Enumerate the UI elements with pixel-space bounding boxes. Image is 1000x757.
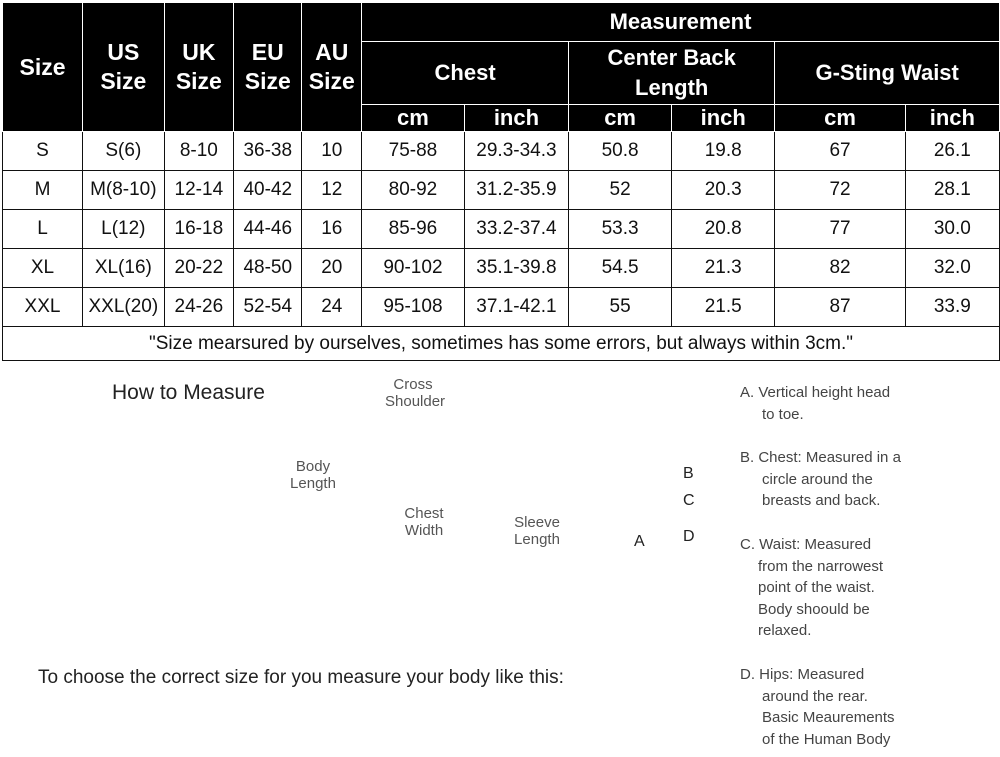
body-length-label: Body Length bbox=[290, 458, 336, 492]
table-row bbox=[3, 171, 1000, 210]
cell-waist-in: 28.1 bbox=[905, 171, 999, 210]
cell-chest-in: 33.2-37.4 bbox=[464, 210, 568, 249]
header-back-cm: cm bbox=[569, 105, 672, 132]
header-us-size: US Size bbox=[83, 3, 165, 132]
description-d-hips: D. Hips: Measured around the rear. Basic Meaurements of the Human Body bbox=[740, 666, 895, 748]
cell-uk: 16-18 bbox=[164, 210, 233, 249]
cell-chest-cm: 75-88 bbox=[362, 132, 465, 171]
header-center-back-length: Center Back Length bbox=[569, 42, 775, 105]
how-to-measure-title: How to Measure bbox=[112, 381, 265, 404]
cross-shoulder-label: Cross Shoulder bbox=[385, 376, 446, 410]
cell-chest-cm: 95-108 bbox=[362, 288, 465, 327]
cell-chest-cm: 90-102 bbox=[362, 249, 465, 288]
cell-waist-in: 26.1 bbox=[905, 132, 999, 171]
waist-marker-c: C bbox=[683, 492, 695, 509]
cell-back-cm: 55 bbox=[569, 288, 672, 327]
table-row bbox=[3, 210, 1000, 249]
table-row bbox=[3, 132, 1000, 171]
cell-waist-cm: 87 bbox=[775, 288, 905, 327]
cell-waist-cm: 72 bbox=[775, 171, 905, 210]
header-waist: G-Sting Waist bbox=[775, 42, 1000, 105]
cell-size: XXL bbox=[3, 288, 83, 327]
hips-marker-d: D bbox=[683, 528, 695, 545]
cell-uk: 24-26 bbox=[164, 288, 233, 327]
cell-back-cm: 52 bbox=[569, 171, 672, 210]
cell-au: 12 bbox=[302, 171, 362, 210]
cell-chest-in: 37.1-42.1 bbox=[464, 288, 568, 327]
chest-width-label: Chest Width bbox=[404, 505, 444, 539]
cell-waist-in: 33.9 bbox=[905, 288, 999, 327]
description-c-waist: C. Waist: Measured from the narrowest point of the waist. Body shoould be relaxed. bbox=[740, 536, 884, 639]
cell-back-in: 20.8 bbox=[672, 210, 775, 249]
cell-waist-in: 30.0 bbox=[905, 210, 999, 249]
cell-size: S bbox=[3, 132, 83, 171]
cell-size: XL bbox=[3, 249, 83, 288]
header-chest-inch: inch bbox=[464, 105, 568, 132]
header-chest: Chest bbox=[362, 42, 569, 105]
header-chest-cm: cm bbox=[362, 105, 465, 132]
cell-uk: 8-10 bbox=[164, 132, 233, 171]
cell-waist-cm: 82 bbox=[775, 249, 905, 288]
cell-eu: 44-46 bbox=[234, 210, 302, 249]
size-chart-table bbox=[2, 2, 1000, 361]
cell-size: M bbox=[3, 171, 83, 210]
cell-waist-in: 32.0 bbox=[905, 249, 999, 288]
header-waist-cm: cm bbox=[775, 105, 905, 132]
header-eu-size: EU Size bbox=[234, 3, 302, 132]
cell-eu: 52-54 bbox=[234, 288, 302, 327]
table-row bbox=[3, 288, 1000, 327]
header-waist-inch: inch bbox=[905, 105, 999, 132]
cell-uk: 12-14 bbox=[164, 171, 233, 210]
header-au-size: AU Size bbox=[302, 3, 362, 132]
cell-au: 16 bbox=[302, 210, 362, 249]
cell-au: 24 bbox=[302, 288, 362, 327]
cell-back-cm: 54.5 bbox=[569, 249, 672, 288]
cell-size: L bbox=[3, 210, 83, 249]
cell-waist-cm: 77 bbox=[775, 210, 905, 249]
header-measurement: Measurement bbox=[362, 3, 1000, 42]
cell-us: M(8-10) bbox=[83, 171, 165, 210]
table-row bbox=[3, 249, 1000, 288]
cell-au: 10 bbox=[302, 132, 362, 171]
header-size: Size bbox=[3, 3, 83, 132]
cell-us: XXL(20) bbox=[83, 288, 165, 327]
cell-back-in: 21.3 bbox=[672, 249, 775, 288]
measurement-note: "Size mearsured by ourselves, sometimes has some errors, but always within 3cm." bbox=[3, 327, 1000, 361]
cell-chest-in: 35.1-39.8 bbox=[464, 249, 568, 288]
cell-uk: 20-22 bbox=[164, 249, 233, 288]
sleeve-length-label: Sleeve Length bbox=[514, 514, 560, 548]
cell-chest-cm: 80-92 bbox=[362, 171, 465, 210]
height-marker-a: A bbox=[634, 533, 645, 550]
cell-us: L(12) bbox=[83, 210, 165, 249]
cell-back-in: 20.3 bbox=[672, 171, 775, 210]
header-back-inch: inch bbox=[672, 105, 775, 132]
chest-marker-b: B bbox=[683, 465, 694, 482]
cell-waist-cm: 67 bbox=[775, 132, 905, 171]
cell-chest-in: 29.3-34.3 bbox=[464, 132, 568, 171]
cell-chest-in: 31.2-35.9 bbox=[464, 171, 568, 210]
cell-back-in: 21.5 bbox=[672, 288, 775, 327]
cell-eu: 36-38 bbox=[234, 132, 302, 171]
cell-back-cm: 53.3 bbox=[569, 210, 672, 249]
choose-size-instruction: To choose the correct size for you measure your body like this: bbox=[38, 667, 564, 688]
cell-back-cm: 50.8 bbox=[569, 132, 672, 171]
description-a-height: A. Vertical height head to toe. bbox=[740, 384, 891, 423]
cell-chest-cm: 85-96 bbox=[362, 210, 465, 249]
cell-eu: 48-50 bbox=[234, 249, 302, 288]
cell-au: 20 bbox=[302, 249, 362, 288]
cell-us: XL(16) bbox=[83, 249, 165, 288]
header-uk-size: UK Size bbox=[164, 3, 233, 132]
description-b-chest: B. Chest: Measured in a circle around the breasts and back. bbox=[740, 449, 901, 509]
cell-eu: 40-42 bbox=[234, 171, 302, 210]
cell-back-in: 19.8 bbox=[672, 132, 775, 171]
cell-us: S(6) bbox=[83, 132, 165, 171]
